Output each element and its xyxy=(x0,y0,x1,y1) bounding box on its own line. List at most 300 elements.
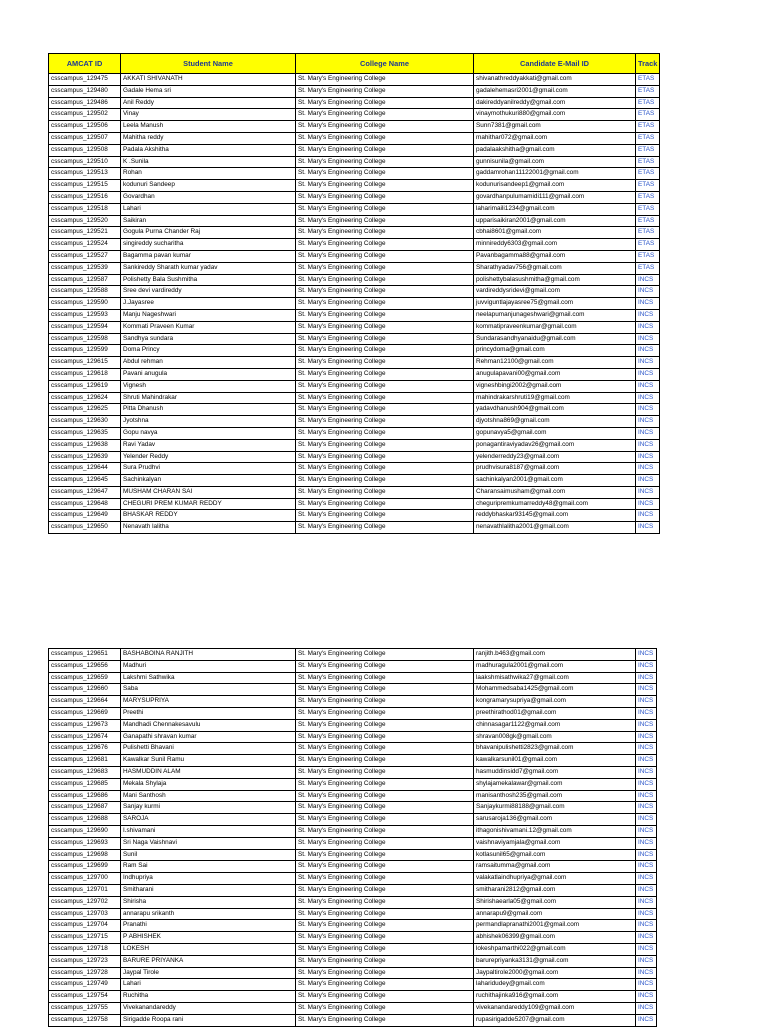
student-name-cell: Kommati Praveen Kumar xyxy=(121,321,296,333)
table-row xyxy=(49,802,657,814)
track-cell: ETAS xyxy=(636,191,660,203)
student-name-cell: Vignesh xyxy=(121,380,296,392)
email-cell: Jaypaltirole2000@gmail.com xyxy=(474,967,636,979)
college-name-cell: St. Mary's Engineering College xyxy=(296,522,474,534)
student-name-cell: HASMUDDIN ALAM xyxy=(121,766,296,778)
college-name-cell: St. Mary's Engineering College xyxy=(296,168,474,180)
email-cell: kommatipraveenkumar@gmail.com xyxy=(474,321,636,333)
student-name-cell: P ABHISHEK xyxy=(121,932,296,944)
email-cell: Shirishaearla05@gmail.com xyxy=(474,896,636,908)
student-name-cell: Pavani anugula xyxy=(121,368,296,380)
amcat-id-cell: csscampus_129644 xyxy=(49,463,121,475)
track-cell: INCS xyxy=(636,274,660,286)
email-cell: dakireddyanilreddy@gmail.com xyxy=(474,97,636,109)
college-name-cell: St. Mary's Engineering College xyxy=(296,109,474,121)
college-name-cell: St. Mary's Engineering College xyxy=(296,849,474,861)
college-name-cell: St. Mary's Engineering College xyxy=(296,943,474,955)
header-college-name: College Name xyxy=(296,54,474,74)
email-cell: hasmuddinsidd7@gmail.com xyxy=(474,766,636,778)
amcat-id-cell: csscampus_129521 xyxy=(49,227,121,239)
amcat-id-cell: csscampus_129506 xyxy=(49,121,121,133)
table-row xyxy=(49,943,657,955)
student-name-cell: Rohan xyxy=(121,168,296,180)
student-name-cell: kodunuri Sandeep xyxy=(121,180,296,192)
track-cell: INCS xyxy=(636,884,657,896)
student-name-cell: AKKATI SHIVANATH xyxy=(121,74,296,86)
track-cell: INCS xyxy=(636,719,657,731)
track-cell: INCS xyxy=(636,498,660,510)
table-row xyxy=(49,486,660,498)
student-name-cell: Sandhya sundara xyxy=(121,333,296,345)
track-cell: ETAS xyxy=(636,215,660,227)
table-row xyxy=(49,368,660,380)
amcat-id-cell: csscampus_129648 xyxy=(49,498,121,510)
table-row xyxy=(49,109,660,121)
table-row xyxy=(49,85,660,97)
email-cell: shylajamekalawar@gmail.com xyxy=(474,778,636,790)
amcat-id-cell: csscampus_129755 xyxy=(49,1002,121,1014)
amcat-id-cell: csscampus_129651 xyxy=(49,649,121,661)
amcat-id-cell: csscampus_129685 xyxy=(49,778,121,790)
email-cell: ithagonishivamani.12@gmail.com xyxy=(474,825,636,837)
college-name-cell: St. Mary's Engineering College xyxy=(296,825,474,837)
college-name-cell: St. Mary's Engineering College xyxy=(296,97,474,109)
track-cell: INCS xyxy=(636,955,657,967)
student-name-cell: LOKESH xyxy=(121,943,296,955)
table-row xyxy=(49,920,657,932)
header-track: Track xyxy=(636,54,660,74)
amcat-id-cell: csscampus_129594 xyxy=(49,321,121,333)
amcat-id-cell: csscampus_129593 xyxy=(49,309,121,321)
college-name-cell: St. Mary's Engineering College xyxy=(296,837,474,849)
college-name-cell: St. Mary's Engineering College xyxy=(296,416,474,428)
table-row xyxy=(49,333,660,345)
table-row xyxy=(49,825,657,837)
amcat-id-cell: csscampus_129723 xyxy=(49,955,121,967)
college-name-cell: St. Mary's Engineering College xyxy=(296,684,474,696)
amcat-id-cell: csscampus_129749 xyxy=(49,979,121,991)
table-row xyxy=(49,416,660,428)
student-name-cell: Sanjay kurmi xyxy=(121,802,296,814)
email-cell: yelenderreddy23@gmail.com xyxy=(474,451,636,463)
amcat-id-cell: csscampus_129590 xyxy=(49,298,121,310)
student-name-cell: Kawalkar Sunil Ramu xyxy=(121,755,296,767)
table-row xyxy=(49,274,660,286)
student-name-cell: Govardhan xyxy=(121,191,296,203)
email-cell: kodunurisandeep1@gmail.com xyxy=(474,180,636,192)
student-name-cell: Bagamma pavan kumar xyxy=(121,250,296,262)
track-cell: INCS xyxy=(636,766,657,778)
student-name-cell: annarapu srikanth xyxy=(121,908,296,920)
college-name-cell: St. Mary's Engineering College xyxy=(296,707,474,719)
student-name-cell: BASHABOINA RANJITH xyxy=(121,649,296,661)
table-row xyxy=(49,144,660,156)
email-cell: ranjith.b463@gmail.com xyxy=(474,649,636,661)
email-cell: Sunn7381@gmail.com xyxy=(474,121,636,133)
amcat-id-cell: csscampus_129704 xyxy=(49,920,121,932)
track-cell: INCS xyxy=(636,814,657,826)
student-name-cell: Saba xyxy=(121,684,296,696)
email-cell: smitharani2812@gmail.com xyxy=(474,884,636,896)
student-name-cell: Jaypal Tirole xyxy=(121,967,296,979)
student-name-cell: Madhuri xyxy=(121,660,296,672)
email-cell: gopunavya5@gmail.com xyxy=(474,427,636,439)
college-name-cell: St. Mary's Engineering College xyxy=(296,191,474,203)
table-row xyxy=(49,510,660,522)
amcat-id-cell: csscampus_129587 xyxy=(49,274,121,286)
email-cell: kotlasunil65@gmail.com xyxy=(474,849,636,861)
track-cell: ETAS xyxy=(636,227,660,239)
student-name-cell: BHASKAR REDDY xyxy=(121,510,296,522)
email-cell: Pavanbagamma88@gmail.com xyxy=(474,250,636,262)
amcat-id-cell: csscampus_129524 xyxy=(49,239,121,251)
college-name-cell: St. Mary's Engineering College xyxy=(296,392,474,404)
table-row xyxy=(49,755,657,767)
table-row xyxy=(49,463,660,475)
college-name-cell: St. Mary's Engineering College xyxy=(296,215,474,227)
track-cell: INCS xyxy=(636,298,660,310)
table-row xyxy=(49,896,657,908)
track-cell: INCS xyxy=(636,825,657,837)
student-name-cell: Lakshmi Sathwika xyxy=(121,672,296,684)
track-cell: ETAS xyxy=(636,97,660,109)
email-cell: yadavdhanush904@gmail.com xyxy=(474,404,636,416)
track-cell: INCS xyxy=(636,861,657,873)
amcat-id-cell: csscampus_129480 xyxy=(49,85,121,97)
student-name-cell: Abdul rehman xyxy=(121,357,296,369)
amcat-id-cell: csscampus_129507 xyxy=(49,132,121,144)
amcat-id-cell: csscampus_129510 xyxy=(49,156,121,168)
amcat-id-cell: csscampus_129630 xyxy=(49,416,121,428)
student-name-cell: Mekala Shylaja xyxy=(121,778,296,790)
table-row xyxy=(49,321,660,333)
track-cell: INCS xyxy=(636,286,660,298)
table-row xyxy=(49,884,657,896)
college-name-cell: St. Mary's Engineering College xyxy=(296,144,474,156)
college-name-cell: St. Mary's Engineering College xyxy=(296,967,474,979)
student-name-cell: Sankireddy Sharath kumar yadav xyxy=(121,262,296,274)
amcat-id-cell: csscampus_129659 xyxy=(49,672,121,684)
amcat-id-cell: csscampus_129728 xyxy=(49,967,121,979)
college-name-cell: St. Mary's Engineering College xyxy=(296,404,474,416)
table-row xyxy=(49,298,660,310)
email-cell: princydoma@gmail.com xyxy=(474,345,636,357)
email-cell: upparisaikiran2001@gmail.com xyxy=(474,215,636,227)
track-cell: ETAS xyxy=(636,132,660,144)
table-row xyxy=(49,967,657,979)
track-cell: INCS xyxy=(636,943,657,955)
table-row xyxy=(49,731,657,743)
amcat-id-cell: csscampus_129513 xyxy=(49,168,121,180)
email-cell: polishettybalasushmitha@gmail.com xyxy=(474,274,636,286)
track-cell: INCS xyxy=(636,463,660,475)
track-cell: INCS xyxy=(636,707,657,719)
table-row xyxy=(49,227,660,239)
college-name-cell: St. Mary's Engineering College xyxy=(296,121,474,133)
amcat-id-cell: csscampus_129715 xyxy=(49,932,121,944)
college-name-cell: St. Mary's Engineering College xyxy=(296,649,474,661)
college-name-cell: St. Mary's Engineering College xyxy=(296,873,474,885)
amcat-id-cell: csscampus_129539 xyxy=(49,262,121,274)
college-name-cell: St. Mary's Engineering College xyxy=(296,451,474,463)
table-row xyxy=(49,790,657,802)
college-name-cell: St. Mary's Engineering College xyxy=(296,814,474,826)
track-cell: INCS xyxy=(636,932,657,944)
college-name-cell: St. Mary's Engineering College xyxy=(296,357,474,369)
track-cell: INCS xyxy=(636,896,657,908)
student-name-cell: Gadale Hema sri xyxy=(121,85,296,97)
table-row xyxy=(49,74,660,86)
track-cell: INCS xyxy=(636,439,660,451)
email-cell: minnireddy6303@gmail.com xyxy=(474,239,636,251)
email-cell: cheguripremkumarreddy48@gmail.com xyxy=(474,498,636,510)
table-row xyxy=(49,203,660,215)
table-row xyxy=(49,309,660,321)
track-cell: INCS xyxy=(636,392,660,404)
email-cell: permandlapranathi2001@gmail.com xyxy=(474,920,636,932)
table-row xyxy=(49,743,657,755)
amcat-id-cell: csscampus_129683 xyxy=(49,766,121,778)
table-row xyxy=(49,837,657,849)
track-cell: ETAS xyxy=(636,250,660,262)
amcat-id-cell: csscampus_129690 xyxy=(49,825,121,837)
college-name-cell: St. Mary's Engineering College xyxy=(296,74,474,86)
table-row xyxy=(49,719,657,731)
amcat-id-cell: csscampus_129703 xyxy=(49,908,121,920)
track-cell: INCS xyxy=(636,345,660,357)
email-cell: gunnisunila@gmail.com xyxy=(474,156,636,168)
email-cell: mahindrakarshruti19@gmail.com xyxy=(474,392,636,404)
email-cell: nenavathlalitha2001@gmail.com xyxy=(474,522,636,534)
college-name-cell: St. Mary's Engineering College xyxy=(296,475,474,487)
track-cell: ETAS xyxy=(636,144,660,156)
student-name-cell: Pitta Dhanush xyxy=(121,404,296,416)
track-cell: ETAS xyxy=(636,203,660,215)
college-name-cell: St. Mary's Engineering College xyxy=(296,132,474,144)
track-cell: INCS xyxy=(636,416,660,428)
email-cell: govardhanpulumamidi111@gmail.com xyxy=(474,191,636,203)
table-row xyxy=(49,522,660,534)
track-cell: INCS xyxy=(636,802,657,814)
email-cell: vaishnaviyamjala@gmail.com xyxy=(474,837,636,849)
track-cell: INCS xyxy=(636,357,660,369)
header-amcat-id: AMCAT ID xyxy=(49,54,121,74)
college-name-cell: St. Mary's Engineering College xyxy=(296,427,474,439)
amcat-id-cell: csscampus_129649 xyxy=(49,510,121,522)
amcat-id-cell: csscampus_129475 xyxy=(49,74,121,86)
college-name-cell: St. Mary's Engineering College xyxy=(296,884,474,896)
amcat-id-cell: csscampus_129502 xyxy=(49,109,121,121)
student-table-bottom xyxy=(48,648,657,1027)
table-row xyxy=(49,191,660,203)
student-name-cell: Indhupriya xyxy=(121,873,296,885)
amcat-id-cell: csscampus_129669 xyxy=(49,707,121,719)
email-cell: abhishek06399@gmail.com xyxy=(474,932,636,944)
table-row xyxy=(49,1002,657,1014)
track-cell: ETAS xyxy=(636,168,660,180)
college-name-cell: St. Mary's Engineering College xyxy=(296,861,474,873)
college-name-cell: St. Mary's Engineering College xyxy=(296,719,474,731)
student-name-cell: Vinay xyxy=(121,109,296,121)
college-name-cell: St. Mary's Engineering College xyxy=(296,274,474,286)
email-cell: kongramarysupriya@gmail.com xyxy=(474,696,636,708)
table-row xyxy=(49,451,660,463)
student-name-cell: Ravi Yadav xyxy=(121,439,296,451)
track-cell: INCS xyxy=(636,778,657,790)
amcat-id-cell: csscampus_129673 xyxy=(49,719,121,731)
table-row xyxy=(49,861,657,873)
student-name-cell: K .Sunila xyxy=(121,156,296,168)
amcat-id-cell: csscampus_129650 xyxy=(49,522,121,534)
email-cell: padalaakshitha@gmail.com xyxy=(474,144,636,156)
student-name-cell: J.Jayasree xyxy=(121,298,296,310)
email-cell: Rehman12100@gmail.com xyxy=(474,357,636,369)
college-name-cell: St. Mary's Engineering College xyxy=(296,250,474,262)
amcat-id-cell: csscampus_129520 xyxy=(49,215,121,227)
college-name-cell: St. Mary's Engineering College xyxy=(296,262,474,274)
track-cell: INCS xyxy=(636,684,657,696)
student-name-cell: Jyotshna xyxy=(121,416,296,428)
table-row xyxy=(49,696,657,708)
student-name-cell: Sirigadde Roopa rani xyxy=(121,1014,296,1026)
track-cell: INCS xyxy=(636,404,660,416)
amcat-id-cell: csscampus_129639 xyxy=(49,451,121,463)
table-row xyxy=(49,250,660,262)
email-cell: lokeshpamarthi022@gmail.com xyxy=(474,943,636,955)
track-cell: INCS xyxy=(636,967,657,979)
track-cell: INCS xyxy=(636,731,657,743)
email-cell: gadalehemasri2001@gmail.com xyxy=(474,85,636,97)
track-cell: INCS xyxy=(636,908,657,920)
track-cell: INCS xyxy=(636,321,660,333)
student-name-cell: Mandhadi Chennakesavulu xyxy=(121,719,296,731)
amcat-id-cell: csscampus_129688 xyxy=(49,814,121,826)
college-name-cell: St. Mary's Engineering College xyxy=(296,790,474,802)
college-name-cell: St. Mary's Engineering College xyxy=(296,309,474,321)
college-name-cell: St. Mary's Engineering College xyxy=(296,345,474,357)
student-name-cell: MARYSUPRIYA xyxy=(121,696,296,708)
email-cell: madhuragula2001@gmail.com xyxy=(474,660,636,672)
track-cell: ETAS xyxy=(636,239,660,251)
college-name-cell: St. Mary's Engineering College xyxy=(296,463,474,475)
table-row xyxy=(49,121,660,133)
student-name-cell: Gopu navya xyxy=(121,427,296,439)
college-name-cell: St. Mary's Engineering College xyxy=(296,660,474,672)
student-name-cell: Shruti Mahindrakar xyxy=(121,392,296,404)
track-cell: INCS xyxy=(636,522,660,534)
track-cell: INCS xyxy=(636,672,657,684)
student-name-cell: singireddy sucharitha xyxy=(121,239,296,251)
amcat-id-cell: csscampus_129527 xyxy=(49,250,121,262)
amcat-id-cell: csscampus_129701 xyxy=(49,884,121,896)
track-cell: ETAS xyxy=(636,121,660,133)
table-row xyxy=(49,814,657,826)
email-cell: vivekanandareddy109@gmail.com xyxy=(474,1002,636,1014)
amcat-id-cell: csscampus_129700 xyxy=(49,873,121,885)
student-name-cell: Smitharani xyxy=(121,884,296,896)
track-cell: INCS xyxy=(636,333,660,345)
table-row xyxy=(49,168,660,180)
student-name-cell: Gogula Purna Chander Raj xyxy=(121,227,296,239)
student-name-cell: Pulishetti Bhavani xyxy=(121,743,296,755)
amcat-id-cell: csscampus_129599 xyxy=(49,345,121,357)
track-cell: INCS xyxy=(636,1002,657,1014)
header-email: Candidate E-Mail ID xyxy=(474,54,636,74)
track-cell: ETAS xyxy=(636,180,660,192)
student-table-top xyxy=(48,53,660,534)
amcat-id-cell: csscampus_129645 xyxy=(49,475,121,487)
table-row xyxy=(49,908,657,920)
email-cell: valakatlaindhupriya@gmail.com xyxy=(474,873,636,885)
track-cell: INCS xyxy=(636,755,657,767)
student-name-cell: Anil Reddy xyxy=(121,97,296,109)
student-name-cell: I.shivamani xyxy=(121,825,296,837)
email-cell: juvviguntlajayasree75@gmail.com xyxy=(474,298,636,310)
college-name-cell: St. Mary's Engineering College xyxy=(296,510,474,522)
student-name-cell: Leela Manush xyxy=(121,121,296,133)
amcat-id-cell: csscampus_129660 xyxy=(49,684,121,696)
track-cell: ETAS xyxy=(636,85,660,97)
table-row xyxy=(49,180,660,192)
college-name-cell: St. Mary's Engineering College xyxy=(296,920,474,932)
college-name-cell: St. Mary's Engineering College xyxy=(296,380,474,392)
college-name-cell: St. Mary's Engineering College xyxy=(296,321,474,333)
table-row xyxy=(49,97,660,109)
table-row xyxy=(49,955,657,967)
email-cell: vardireddysridevi@gmail.com xyxy=(474,286,636,298)
table-row xyxy=(49,498,660,510)
student-name-cell: Doma Princy xyxy=(121,345,296,357)
track-cell: INCS xyxy=(636,510,660,522)
email-cell: bhavanipulishetti2823@gmail.com xyxy=(474,743,636,755)
email-cell: sarusaroja136@gmail.com xyxy=(474,814,636,826)
amcat-id-cell: csscampus_129758 xyxy=(49,1014,121,1026)
table-row xyxy=(49,475,660,487)
table-row xyxy=(49,357,660,369)
table-row xyxy=(49,286,660,298)
table-row xyxy=(49,873,657,885)
track-cell: INCS xyxy=(636,849,657,861)
student-name-cell: Sachinkalyan xyxy=(121,475,296,487)
track-cell: INCS xyxy=(636,1014,657,1026)
college-name-cell: St. Mary's Engineering College xyxy=(296,955,474,967)
amcat-id-cell: csscampus_129518 xyxy=(49,203,121,215)
student-name-cell: Nenavath lalitha xyxy=(121,522,296,534)
email-cell: laharimaili1234@gmail.com xyxy=(474,203,636,215)
amcat-id-cell: csscampus_129516 xyxy=(49,191,121,203)
college-name-cell: St. Mary's Engineering College xyxy=(296,498,474,510)
track-cell: INCS xyxy=(636,660,657,672)
email-cell: sachinkalyan2001@gmail.com xyxy=(474,475,636,487)
track-cell: INCS xyxy=(636,475,660,487)
college-name-cell: St. Mary's Engineering College xyxy=(296,731,474,743)
college-name-cell: St. Mary's Engineering College xyxy=(296,778,474,790)
college-name-cell: St. Mary's Engineering College xyxy=(296,333,474,345)
student-name-cell: Mahitha reddy xyxy=(121,132,296,144)
track-cell: ETAS xyxy=(636,74,660,86)
table-row xyxy=(49,707,657,719)
track-cell: INCS xyxy=(636,837,657,849)
track-cell: INCS xyxy=(636,427,660,439)
email-cell: prudhvisura8187@gmail.com xyxy=(474,463,636,475)
table-row xyxy=(49,766,657,778)
table-row xyxy=(49,660,657,672)
email-cell: anugulapavani00@gmail.com xyxy=(474,368,636,380)
student-name-cell: BARURE PRIYANKA xyxy=(121,955,296,967)
email-cell: vinaymothukuri880@gmail.com xyxy=(474,109,636,121)
amcat-id-cell: csscampus_129635 xyxy=(49,427,121,439)
amcat-id-cell: csscampus_129598 xyxy=(49,333,121,345)
